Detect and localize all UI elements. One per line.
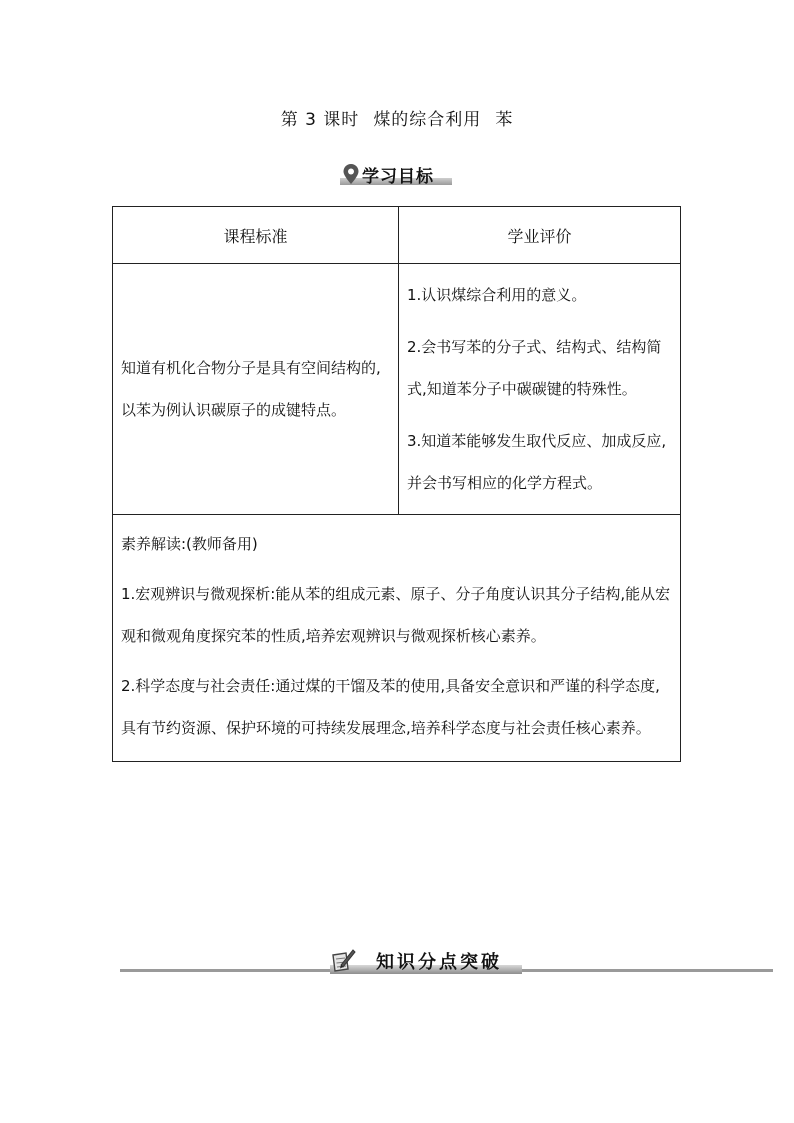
evaluation-list <box>399 264 681 515</box>
curriculum-standard-text: 知道有机化合物分子是具有空间结构的,以苯为例认识碳原子的成键特点。 <box>113 264 399 515</box>
learning-goals-heading <box>0 160 794 190</box>
header-academic-evaluation: 学业评价 <box>399 207 681 264</box>
lesson-number: 第 3 课时 <box>280 110 360 130</box>
literacy-title: 素养解读:(教师备用) <box>121 535 258 553</box>
evaluation-item: 2.会书写苯的分子式、结构式、结构简式,知道苯分子中碳碳键的特殊性。 <box>407 338 662 398</box>
goals-table <box>112 206 681 762</box>
evaluation-item: 3.知道苯能够发生取代反应、加成反应,并会书写相应的化学方程式。 <box>407 432 667 492</box>
literacy-item: 1.宏观辨识与微观探析:能从苯的组成元素、原子、分子角度认识其分子结构,能从宏观和微观角度探究苯的性质,培养宏观辨识与微观探析核心素养。 <box>121 585 671 645</box>
page-title <box>0 105 794 130</box>
lesson-subject: 苯 <box>495 110 514 130</box>
learning-goals-label: 学习目标 <box>362 167 434 187</box>
location-pin-icon <box>342 163 360 185</box>
pen-paper-icon <box>330 947 356 973</box>
knowledge-breakthrough-label: 知识分点突破 <box>376 952 502 973</box>
evaluation-item: 1.认识煤综合利用的意义。 <box>407 286 587 304</box>
literacy-interpretation <box>113 515 681 762</box>
knowledge-breakthrough-heading <box>0 945 794 975</box>
header-curriculum-standard: 课程标准 <box>113 207 399 264</box>
lesson-topic: 煤的综合利用 <box>373 110 482 130</box>
literacy-item: 2.科学态度与社会责任:通过煤的干馏及苯的使用,具备安全意识和严谨的科学态度,具有节约资源、保护环境的可持续发展理念,培养科学态度与社会责任核心素养。 <box>121 677 660 737</box>
